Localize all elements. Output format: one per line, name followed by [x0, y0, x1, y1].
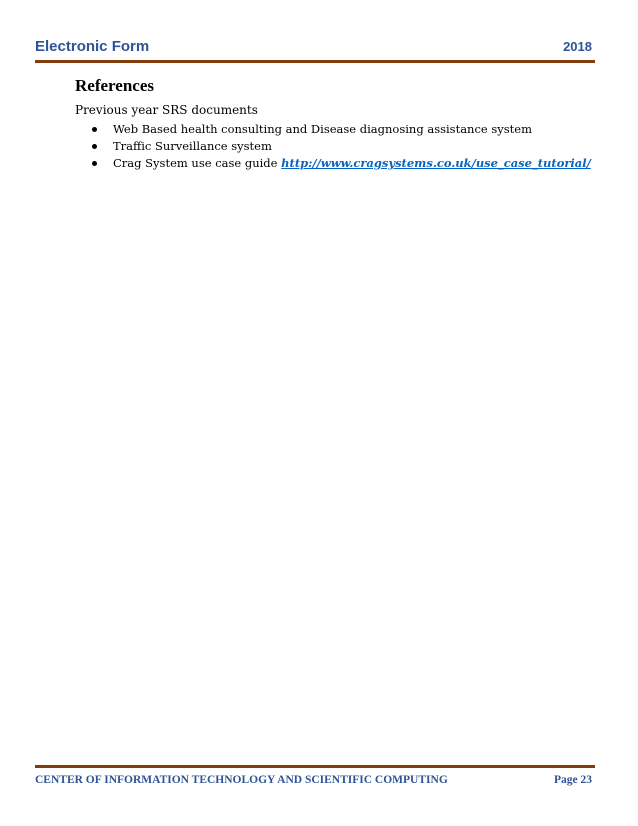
reference-text: Traffic Surveillance system [113, 139, 272, 153]
section-title: References [75, 76, 154, 95]
reference-text-with-link [113, 156, 591, 170]
document-body [75, 76, 595, 172]
section-intro: Previous year SRS documents [75, 103, 258, 117]
header-year: 2018 [563, 39, 592, 54]
list-item [75, 121, 595, 138]
reference-list [75, 121, 595, 172]
page-footer [35, 774, 595, 792]
reference-link[interactable]: http://www.cragsystems.co.uk/use_case_tutorial/ [281, 156, 591, 170]
list-item [75, 155, 595, 172]
page-number: Page 23 [553, 774, 592, 786]
header-title: Electronic Form [35, 38, 150, 55]
list-item [75, 138, 595, 155]
reference-text: Web Based health consulting and Disease diagnosing assistance system [113, 122, 532, 136]
bullet-icon [92, 144, 97, 149]
page-header [35, 38, 595, 60]
reference-text: Crag System use case guide [113, 156, 282, 170]
header-divider [35, 60, 595, 63]
bullet-icon [92, 127, 97, 132]
bullet-icon [92, 161, 97, 166]
footer-organization: CENTER OF INFORMATION TECHNOLOGY AND SCIENTIFIC COMPUTING [35, 774, 448, 786]
footer-divider [35, 765, 595, 768]
